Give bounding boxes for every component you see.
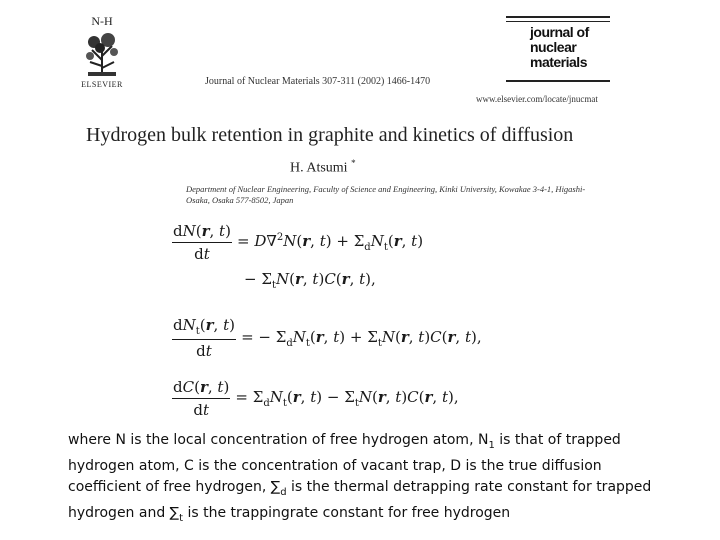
logo-rule xyxy=(506,21,610,22)
equation-numerator: dN(r, t) xyxy=(172,222,232,243)
elsevier-tree-icon xyxy=(84,30,120,78)
logo-rule xyxy=(506,16,610,18)
explanation-text: is the trappingrate constant for free hydrogen xyxy=(183,504,511,521)
journal-logo-text xyxy=(530,25,602,70)
explanation-text: is the thermal detrapping rate constant for trapped hydrogen and ∑ xyxy=(68,478,652,521)
logo-rule xyxy=(506,80,610,82)
journal-url: www.elsevier.com/locate/jnucmat xyxy=(476,94,598,104)
explanation-subscript: 1 xyxy=(488,439,495,451)
equation-fraction xyxy=(172,222,232,263)
equation-fraction xyxy=(172,316,236,360)
equation-explanation xyxy=(68,430,668,528)
explanation-text: is that of trapped hydrogen atom, C is the concentration of vacant trap, D is the true diffusion coefficient of free hydrogen, ∑ xyxy=(68,432,621,495)
journal-logo-line: materials xyxy=(530,54,587,70)
equation-rhs: − $\Sigma_tN(r$, t)C(r, t), xyxy=(244,270,376,291)
equation-denominator: dt xyxy=(194,245,210,263)
logo-mark: N-H xyxy=(91,14,113,28)
elsevier-logo xyxy=(72,14,132,94)
equation-2 xyxy=(172,316,482,360)
journal-logo xyxy=(506,16,610,82)
equation-fraction xyxy=(172,378,230,419)
equation-rhs: = − $\Sigma_dN_t(r$, $t) + \Sigma_tN(r$, t)C(r, t), xyxy=(241,327,482,349)
author-name xyxy=(290,158,356,177)
equation-1 xyxy=(172,222,423,263)
author-text: H. Atsumi xyxy=(290,160,348,176)
journal-citation: Journal of Nuclear Materials 307-311 (2002) 1466-1470 xyxy=(205,76,431,87)
equation-rhs: = D∇$^2$N(r, $t) + \Sigma_dN_t(r$, t) xyxy=(237,232,424,253)
explanation-subscript: t xyxy=(179,512,184,524)
journal-logo-line: nuclear xyxy=(530,39,577,55)
publisher-name: ELSEVIER xyxy=(81,80,123,89)
equation-denominator: dt xyxy=(196,342,212,360)
equation-numerator: dC(r, t) xyxy=(172,378,230,399)
explanation-subscript: d xyxy=(280,486,287,498)
equation-numerator: $dN_t(r$, t) xyxy=(172,316,236,340)
author-affiliation: Department of Nuclear Engineering, Faculty of Science and Engineering, Kinki University, Kowakae 3-4-1, Higashi-Osaka, Osaka 577-8502, Japan xyxy=(186,184,586,205)
explanation-text: where N is the local concentration of free hydrogen atom, N xyxy=(68,432,489,448)
equation-3 xyxy=(172,378,459,419)
equation-1-continuation xyxy=(244,270,376,291)
author-mark: * xyxy=(351,158,356,168)
equation-rhs: = $\Sigma_dN_t(r$, $t) - \Sigma_tN(r$, t)C(r, t), xyxy=(235,388,459,409)
article-title: Hydrogen bulk retention in graphite and kinetics of diffusion xyxy=(86,124,574,146)
journal-logo-line: journal of xyxy=(530,24,589,40)
equation-denominator: dt xyxy=(193,401,209,419)
